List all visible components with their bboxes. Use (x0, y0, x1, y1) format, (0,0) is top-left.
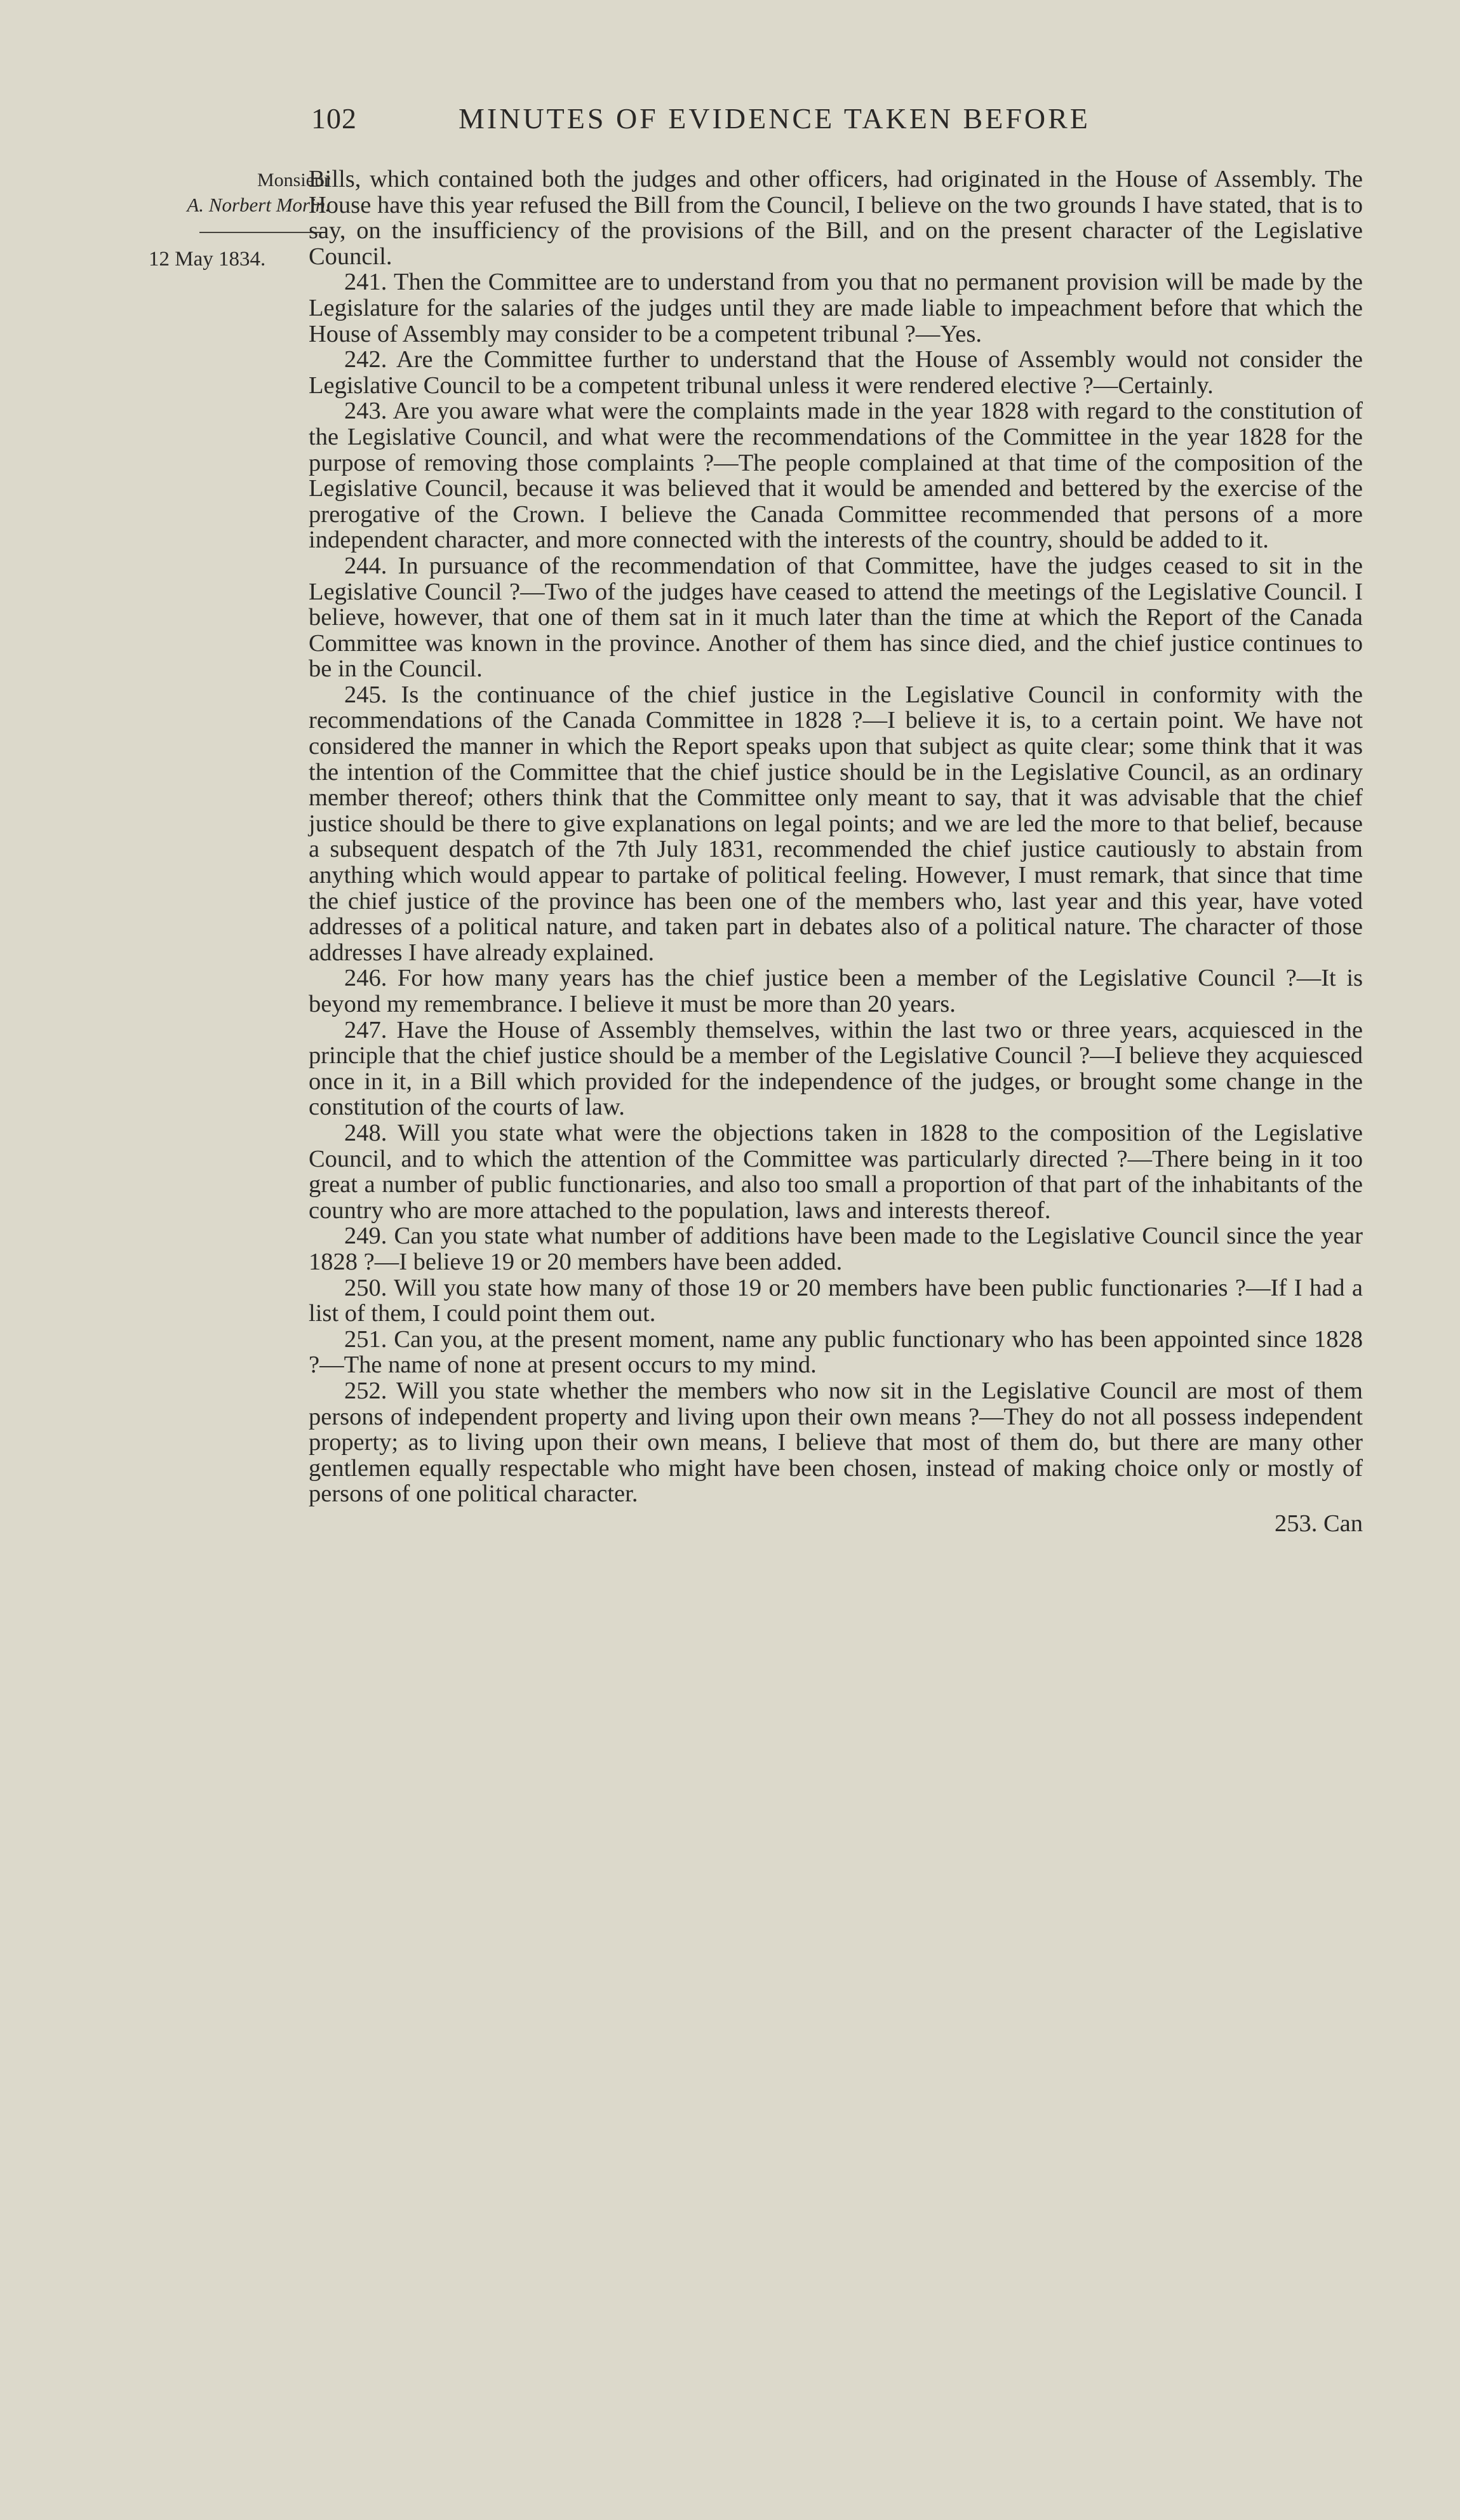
question-248: 248. Will you state what were the objections taken in 1828 to the composition of the Legislative Council, and to which the attention of the Committee was particularly directed ?—There being in it too great a number of public functionaries, and also too small a proportion of that part of the inhabitants of the country who are more attached to the population, laws and interests thereof. (309, 1119, 1363, 1224)
running-head: MINUTES OF EVIDENCE TAKEN BEFORE (459, 102, 1090, 135)
question-244: 244. In pursuance of the recommendation of that Committee, have the judges ceased to sit in the Legislative Council ?—Two of the judges have ceased to attend the meetings of the Legislative Council. I believe, however, that one of them sat in it much later than the time at which the Report of the Canada Committee was known in the province. Another of them has since died, and the chief justice continues to be in the Council. (309, 552, 1363, 683)
question-252: 252. Will you state whether the members who now sit in the Legislative Council are most of them persons of independent property and living upon their own means ?—They do not all possess independent property; as to living upon their own means, I believe that most of them do, but there are many other gentlemen equally respectable who might have been chosen, instead of making choice only or mostly of persons of one political character. (309, 1377, 1363, 1508)
question-247: 247. Have the House of Assembly themselves, within the last two or three years, acquiesced in the principle that the chief justice should be a member of the Legislative Council ?—I believe they acquiesced once in it, in a Bill which provided for the independence of the judges, or brought some change in the constitution of the courts of law. (309, 1016, 1363, 1121)
session-date: 12 May 1834. (149, 248, 266, 271)
page-number: 102 (311, 102, 357, 135)
question-242: 242. Are the Committee further to understand that the House of Assembly would not consider the Legislative Council to be a competent tribunal unless it were rendered elective ?—Certainly. (309, 346, 1363, 399)
question-246: 246. For how many years has the chief justice been a member of the Legislative Council ?—It is beyond my remembrance. I believe it must be more than 20 years. (309, 965, 1363, 1017)
body-text (309, 166, 1363, 1536)
question-245: 245. Is the continuance of the chief justice in the Legislative Council in conformity with the recommendations of the Canada Committee in 1828 ?—I believe it is, to a certain point. We have not considered the manner in which the Report speaks upon that subject as quite clear; some think that it was the intention of the Committee that the chief justice should be in the Legislative Council, as an ordinary member thereof; others think that the Committee only meant to say, that it was advisable that the chief justice should be there to give explanations on legal points; and we are led the more to that belief, because a subsequent despatch of the 7th July 1831, recommended the chief justice cautiously to abstain from anything which would appear to partake of political feeling. However, I must remark, that since that time the chief justice of the province has been one of the members who, last year and this year, have voted addresses of a political nature, and taken part in debates also of a political nature. The character of those addresses I have already explained. (309, 681, 1363, 966)
question-250: 250. Will you state how many of those 19 or 20 members have been public functionaries ?—If I had a list of them, I could point them out. (309, 1274, 1363, 1327)
margin-divider (199, 232, 326, 233)
paragraph-continuation: Bills, which contained both the judges and other officers, had originated in the House of Assembly. The House have this year refused the Bill from the Council, I believe on the two grounds I have stated, that is to say, on the insufficiency of the provisions of the Bill, and on the present character of the Legislative Council. (309, 166, 1363, 270)
page-header (311, 102, 1365, 146)
question-243: 243. Are you aware what were the complaints made in the year 1828 with regard to the constitution of the Legislative Council, and what were the recommendations of the Committee in the year 1828 for the purpose of removing those complaints ?—The people complained at that time of the composition of the Legislative Council, because it was believed that it would be amended and bettered by the exercise of the prerogative of the Crown. I believe the Canada Committee recommended that persons of a more independent character, and more connected with the interests of the country, should be added to it. (309, 398, 1363, 554)
margin-note (76, 168, 330, 272)
catchword: 253. Can (1274, 1510, 1363, 1537)
question-251: 251. Can you, at the present moment, name any public functionary who has been appointed since 1828 ?—The name of none at present occurs to my mind. (309, 1325, 1363, 1379)
witness-name: A. Norbert Morin. (187, 194, 330, 216)
question-241: 241. Then the Committee are to understand from you that no permanent provision will be made by the Legislature for the salaries of the judges until they are made liable to impeachment before that which the House of Assembly may consider to be a competent tribunal ?—Yes. (309, 269, 1363, 347)
question-249: 249. Can you state what number of additions have been made to the Legislative Council since the year 1828 ?—I believe 19 or 20 members have been added. (309, 1223, 1363, 1275)
witness-title: Monsieur (257, 170, 330, 191)
